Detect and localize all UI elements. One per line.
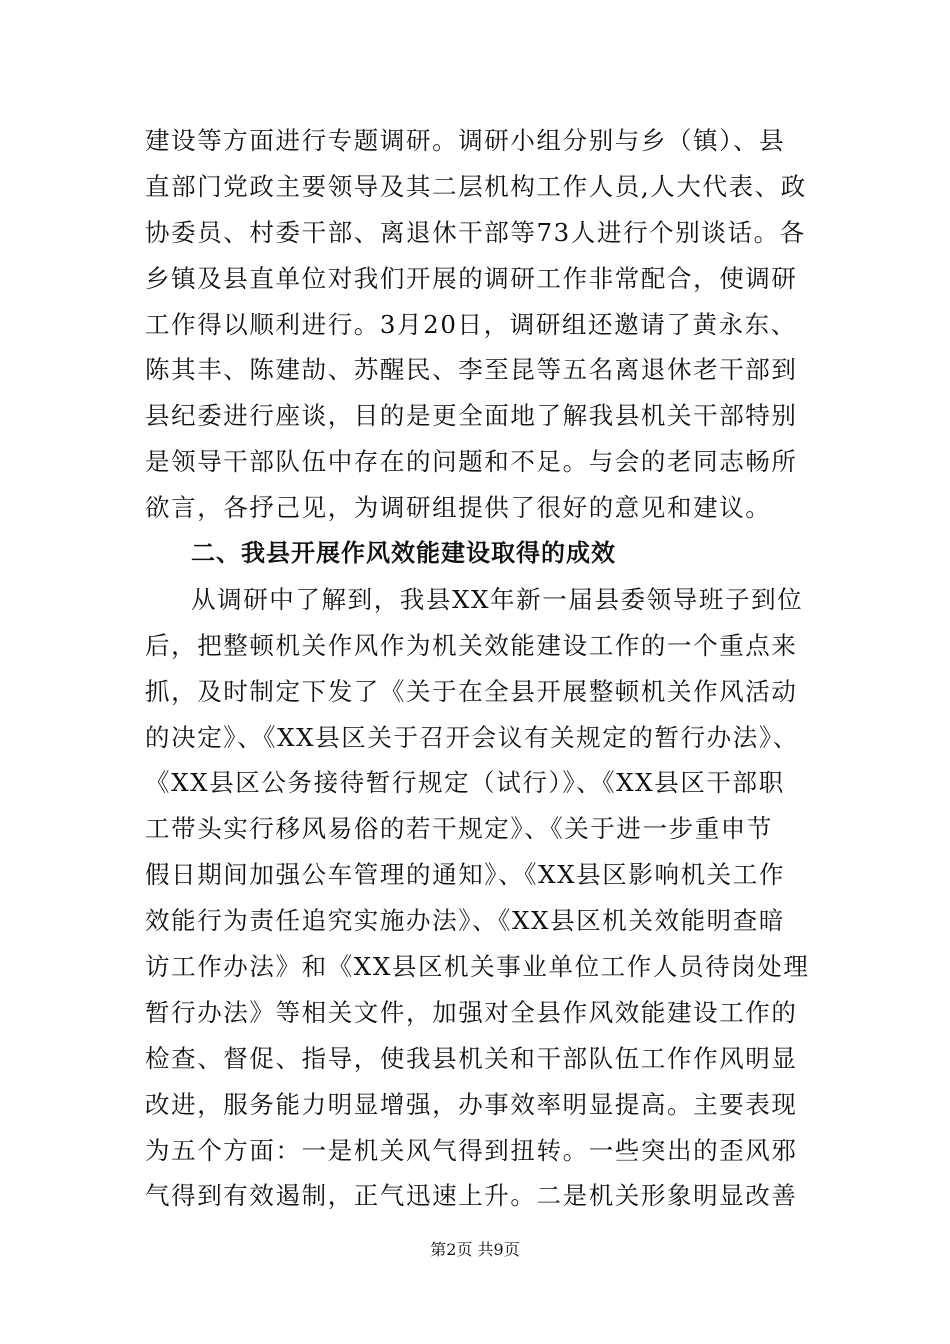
text-line: 直部门党政主要领导及其二层机构工作人员,人大代表、政 [145, 171, 807, 201]
text-line: 暂行办法》等相关文件，加强对全县作风效能建设工作的 [145, 997, 798, 1027]
text-line: 后，把整顿机关作风作为机关效能建设工作的一个重点来 [145, 630, 798, 660]
text-line: 乡镇及县直单位对我们开展的调研工作非常配合，使调研 [145, 263, 798, 293]
text-line: 抓，及时制定下发了《关于在全县开展整顿机关作风活动 [145, 676, 798, 706]
text-line: 欲言，各抒己见，为调研组提供了很好的意见和建议。 [145, 493, 772, 523]
text-line: 《XX县区公务接待暂行规定（试行）》、《XX县区干部职 [145, 768, 785, 798]
text-line: 效能行为责任追究实施办法》、《XX县区机关效能明查暗 [145, 906, 785, 936]
text-line: 改进，服务能力明显增强，办事效率明显提高。主要表现 [145, 1089, 798, 1119]
text-line: 是领导干部队伍中存在的问题和不足。与会的老同志畅所 [145, 447, 798, 477]
text-line: 的决定》、《XX县区关于召开会议有关规定的暂行办法》、 [145, 722, 799, 752]
body-text [145, 118, 835, 1219]
page-number: 第2页 共9页 [430, 1240, 520, 1259]
text-line: 县纪委进行座谈，目的是更全面地了解我县机关干部特别 [145, 401, 798, 431]
section-heading: 二、我县开展作风效能建设取得的成效 [191, 539, 616, 568]
text-line: 访工作办法》和《XX县区机关事业单位工作人员待岗处理 [145, 952, 810, 982]
text-line: 建设等方面进行专题调研。调研小组分别与乡（镇）、县 [145, 126, 786, 155]
text-line: 假日期间加强公车管理的通知》、《XX县区影响机关工作 [145, 860, 785, 890]
text-line: 从调研中了解到，我县XX年新一届县委领导班子到位 [191, 584, 804, 614]
text-line: 陈其丰、陈建劼、苏醒民、李至昆等五名离退休老干部到 [145, 355, 798, 385]
text-line: 工带头实行移风易俗的若干规定》、《关于进一步重申节 [145, 814, 773, 844]
text-line: 为五个方面：一是机关风气得到扭转。一些突出的歪风邪 [145, 1135, 798, 1165]
text-line: 协委员、村委干部、离退休干部等73人进行个别谈话。各 [145, 217, 806, 247]
text-line: 工作得以顺利进行。3月20日，调研组还邀请了黄永东、 [145, 309, 797, 339]
text-line: 气得到有效遏制，正气迅速上升。二是机关形象明显改善 [145, 1181, 798, 1211]
text-line: 检查、督促、指导，使我县机关和干部队伍工作作风明显 [145, 1043, 798, 1073]
